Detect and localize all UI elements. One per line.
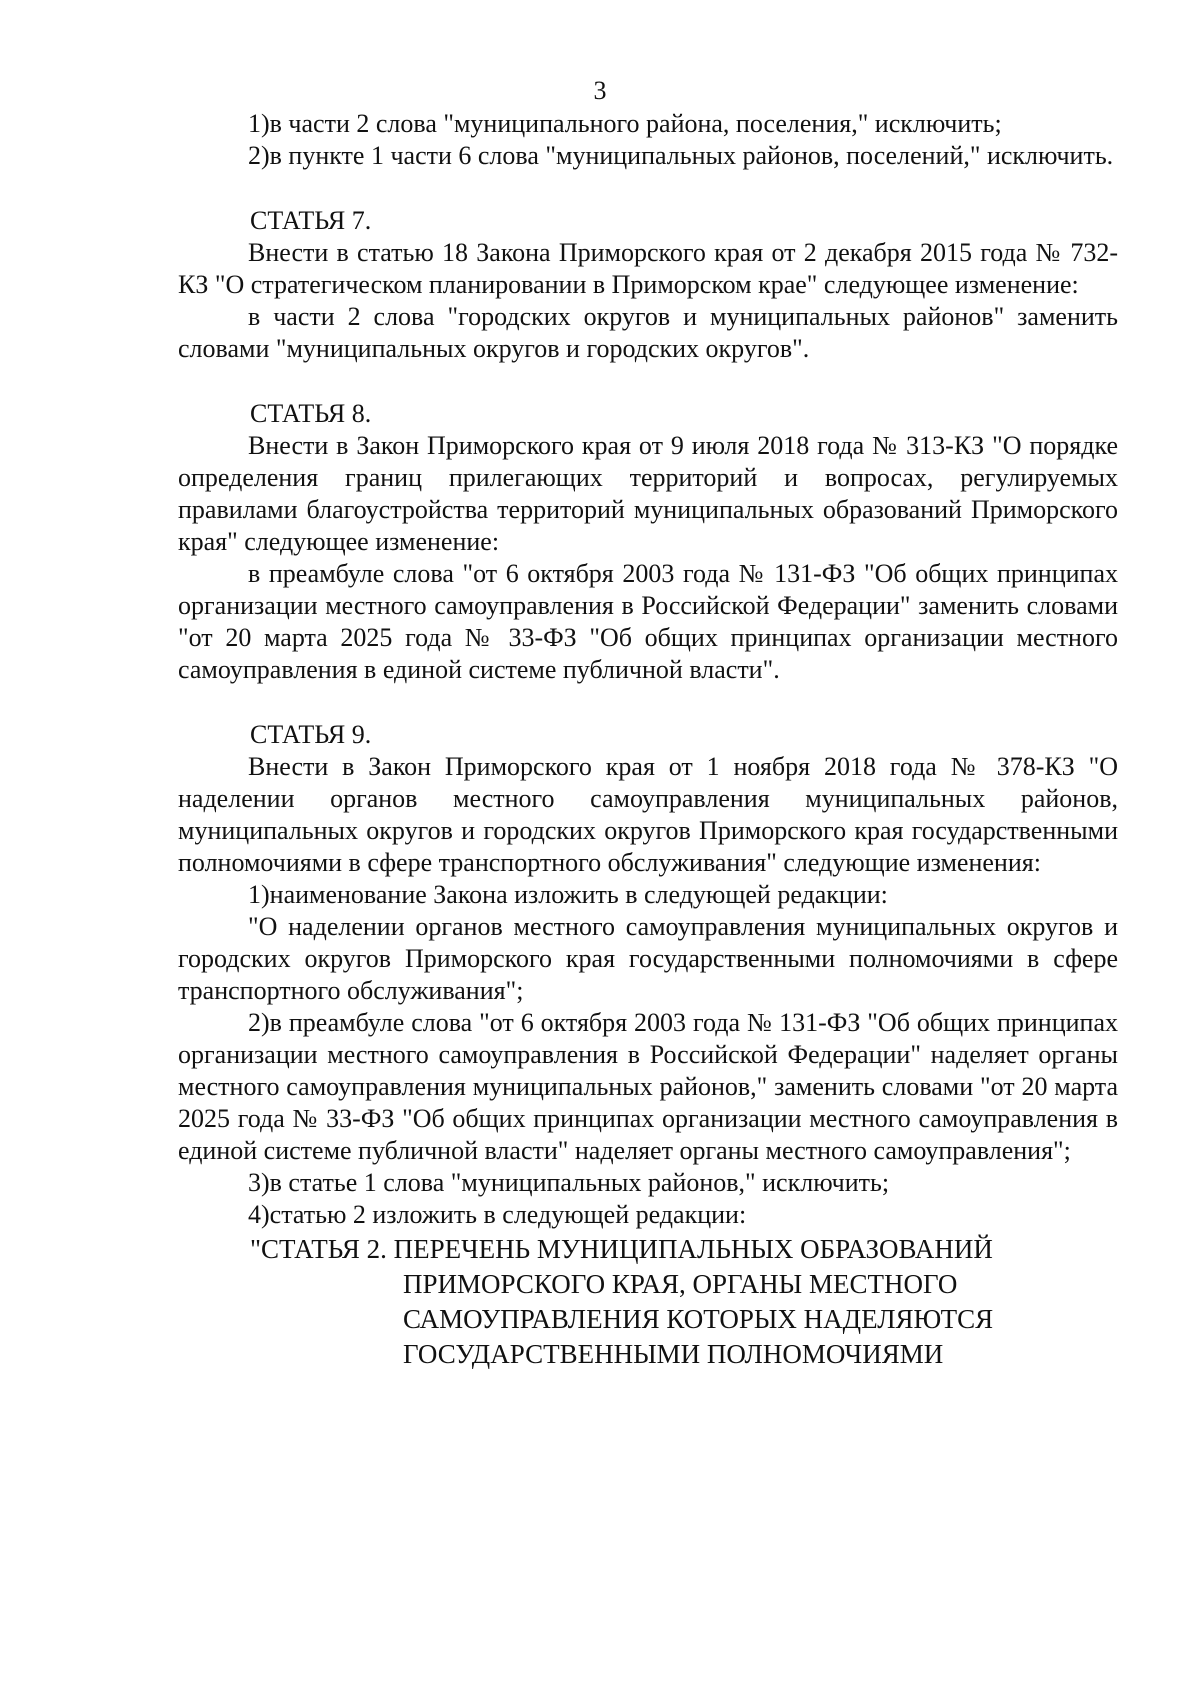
statute-2-title-line-4: ГОСУДАРСТВЕННЫМИ ПОЛНОМОЧИЯМИ: [403, 1339, 944, 1369]
document-body: [178, 108, 1118, 1372]
article-9-paragraph-3: "О наделении органов местного самоуправления муниципальных округов и городских округов Приморского края государственными полномочиями в сфере транспортного обслуживания";: [178, 912, 1118, 1005]
article-8-paragraph-2: в преамбуле слова "от 6 октября 2003 года № 131-ФЗ "Об общих принципах организации местного самоуправления в Российской Федерации" заменить словами "от 20 марта 2025 года № 33-ФЗ "Об общих принципах организации местного самоуправления в единой системе публичной власти".: [178, 559, 1118, 684]
article-9-paragraph-6: 4)статью 2 изложить в следующей редакции:: [248, 1200, 747, 1229]
statute-2-title-line-1: "СТАТЬЯ 2. ПЕРЕЧЕНЬ МУНИЦИПАЛЬНЫХ ОБРАЗОВАНИЙ: [250, 1234, 993, 1264]
statute-2-title-line-3: САМОУПРАВЛЕНИЯ КОТОРЫХ НАДЕЛЯЮТСЯ: [403, 1304, 994, 1334]
article-7-paragraph-2: в части 2 слова "городских округов и муниципальных районов" заменить словами "муниципальных округов и городских округов".: [178, 302, 1118, 363]
article-9-heading: СТАТЬЯ 9.: [250, 720, 372, 749]
article-9-paragraph-1: Внести в Закон Приморского края от 1 ноября 2018 года № 378-КЗ "О наделении органов местного самоуправления муниципальных районов, муниципальных округов и городских округов Приморского края государственными полномочиями в сфере транспортного обслуживания" следующие изменения:: [178, 752, 1118, 877]
statute-2-title-line-2: ПРИМОРСКОГО КРАЯ, ОРГАНЫ МЕСТНОГО: [403, 1269, 958, 1299]
statute-2-title: [178, 1232, 1118, 1372]
article-9-paragraph-5: 3)в статье 1 слова "муниципальных районов," исключить;: [248, 1168, 890, 1197]
article-8-heading: СТАТЬЯ 8.: [250, 399, 372, 428]
article-9-paragraph-4: 2)в преамбуле слова "от 6 октября 2003 года № 131-ФЗ "Об общих принципах организации местного самоуправления в Российской Федерации" наделяет органы местного самоуправления муниципальных районов," заменить словами "от 20 марта 2025 года № 33-ФЗ "Об общих принципах организации местного самоуправления в единой системе публичной власти" наделяет органы местного самоуправления";: [178, 1008, 1118, 1165]
item-2-paragraph: 2)в пункте 1 части 6 слова "муниципальных районов, поселений," исключить.: [248, 141, 1114, 170]
item-1-paragraph: 1)в части 2 слова "муниципального района, поселения," исключить;: [248, 109, 1002, 138]
page-number: 3: [593, 76, 607, 105]
article-7-heading: СТАТЬЯ 7.: [250, 206, 372, 235]
article-9-paragraph-2: 1)наименование Закона изложить в следующей редакции:: [248, 880, 888, 909]
article-7-paragraph-1: Внести в статью 18 Закона Приморского края от 2 декабря 2015 года № 732-КЗ "О стратегическом планировании в Приморском крае" следующее изменение:: [178, 238, 1118, 299]
article-8-paragraph-1: Внести в Закон Приморского края от 9 июля 2018 года № 313-КЗ "О порядке определения границ прилегающих территорий и вопросах, регулируемых правилами благоустройства территорий муниципальных образований Приморского края" следующее изменение:: [178, 431, 1118, 556]
